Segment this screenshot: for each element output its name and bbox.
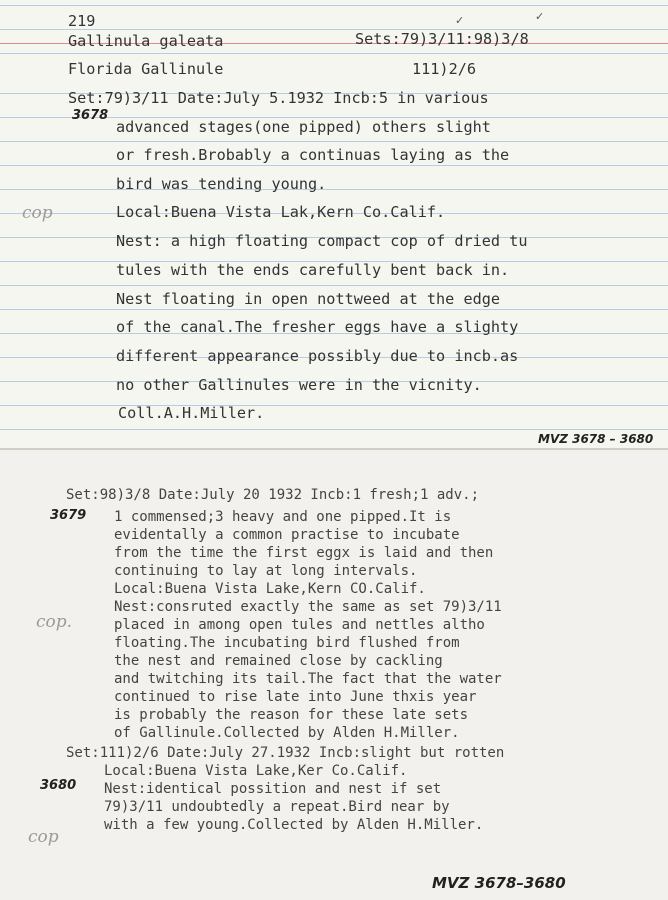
card1-line-2: or fresh.Brobably a continuas laying as the (116, 146, 510, 164)
sets-summary: Sets:79)3/11:98)3/8 (355, 30, 529, 48)
card1-line-0: Set:79)3/11 Date:July 5.1932 Incb:5 in various (68, 89, 489, 107)
card2-line-8: floating.The incubating bird flushed from (114, 635, 460, 651)
card1-line-6: tules with the ends carefully bent back in. (116, 261, 510, 279)
card1-line-11: Coll.A.H.Miller. (118, 404, 265, 422)
check-mark-icon: ✓ (535, 10, 545, 23)
handwritten-number-3678: 3678 (72, 108, 109, 123)
card2-line-4: continuing to lay at long intervals. (114, 563, 418, 579)
set-b-summary: 111)2/6 (412, 60, 477, 78)
check-mark-icon: ✓ (455, 14, 465, 27)
card2-line-12: is probably the reason for these late sets (114, 707, 469, 723)
catalog-number-1: MVZ 3678 – 3680 (538, 432, 654, 446)
card2-line-5: Local:Buena Vista Lake,Kern CO.Calif. (114, 581, 426, 597)
handwritten-number-3680: 3680 (40, 778, 77, 793)
card2-line-11: continued to rise late into June thxis year (114, 689, 477, 705)
card2-line-1: 1 commensed;3 heavy and one pipped.It is (114, 509, 452, 525)
card1-line-3: bird was tending young. (116, 175, 327, 193)
handwritten-number-3679: 3679 (50, 508, 87, 523)
card2-line-13: of Gallinule.Collected by Alden H.Miller. (114, 725, 460, 741)
card2-line-7: placed in among open tules and nettles altho (114, 617, 485, 633)
common-name: Florida Gallinule (68, 60, 224, 78)
card2-line-16: Nest:identical possition and nest if set (104, 781, 442, 797)
card2-line-10: and twitching its tail.The fact that the water (114, 671, 502, 687)
cop-margin-mark: cop (22, 203, 53, 223)
cop-margin-mark: cop. (36, 612, 73, 632)
catalog-number-2: MVZ 3678–3680 (432, 874, 566, 892)
card1-line-1: advanced stages(one pipped) others slight (116, 118, 491, 136)
card2-line-15: Local:Buena Vista Lake,Ker Co.Calif. (104, 763, 408, 779)
card1-line-9: different appearance possibly due to incb.as (116, 347, 519, 365)
card1-line-7: Nest floating in open nottweed at the edge (116, 290, 501, 308)
card2-line-18: with a few young.Collected by Alden H.Miller. (104, 817, 484, 833)
scientific-name: Gallinula galeata (68, 32, 224, 50)
card2-line-9: the nest and remained close by cackling (114, 653, 443, 669)
card1-line-10: no other Gallinules were in the vicnity. (116, 376, 482, 394)
card2-line-0: Set:98)3/8 Date:July 20 1932 Incb:1 fresh;1 adv.; (66, 487, 480, 503)
card1-line-8: of the canal.The fresher eggs have a slighty (116, 318, 519, 336)
card1-line-5: Nest: a high floating compact cop of dried tu (116, 232, 528, 250)
card1-line-4: Local:Buena Vista Lak,Kern Co.Calif. (116, 203, 446, 221)
cop-margin-mark: cop (28, 827, 59, 847)
card2-line-14: Set:111)2/6 Date:July 27.1932 Incb:slight but rotten (66, 745, 505, 761)
specimen-card-2 (0, 452, 668, 900)
card2-line-3: from the time the first eggx is laid and then (114, 545, 494, 561)
card2-line-17: 79)3/11 undoubtedly a repeat.Bird near by (104, 799, 450, 815)
card-number: 219 (68, 12, 96, 30)
card2-line-2: evidentally a common practise to incubate (114, 527, 460, 543)
card2-line-6: Nest:consruted exactly the same as set 79)3/11 (114, 599, 502, 615)
